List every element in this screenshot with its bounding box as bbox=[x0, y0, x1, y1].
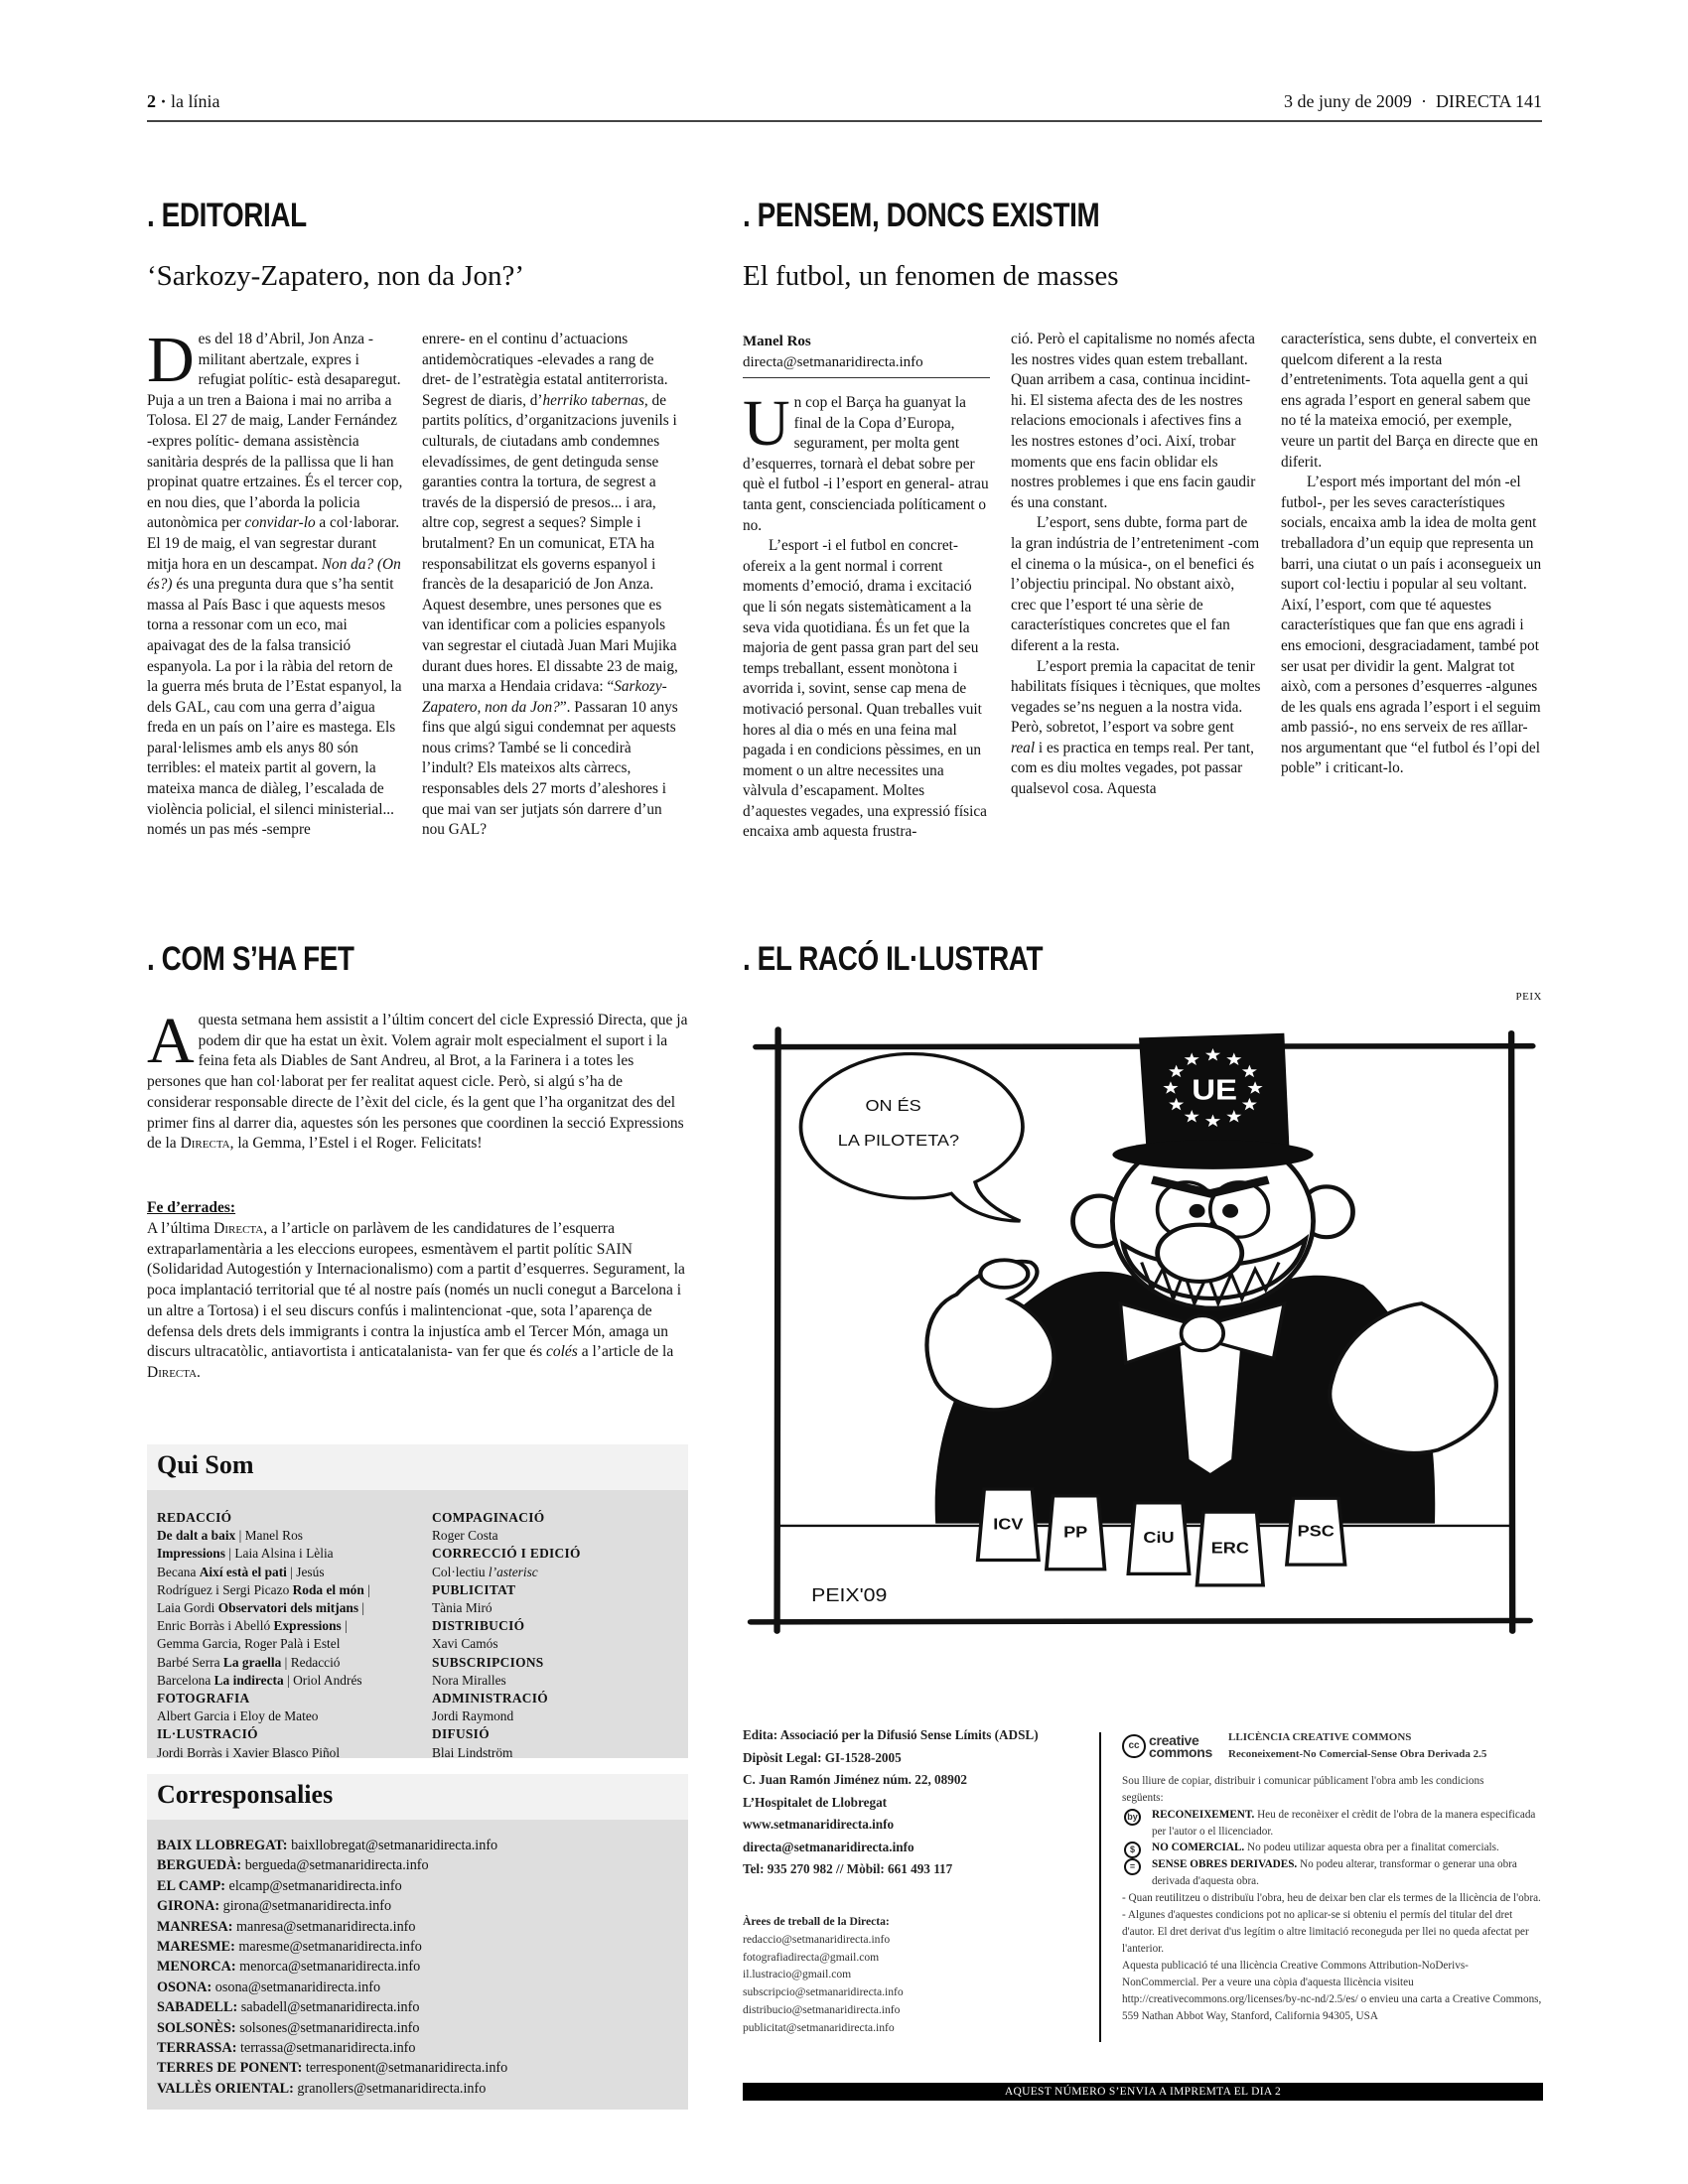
nose bbox=[1158, 1225, 1242, 1282]
staff-line bbox=[432, 1564, 680, 1581]
drop-cap: A bbox=[147, 1005, 195, 1077]
region-name: BERGUEDÀ: bbox=[157, 1857, 242, 1874]
text-run: és una pregunta dura que s’ha sentit massa al País Basc i que aquests mesos torna a ressonar com un eco, mai apaivagat des de la falsa transició espanyola. La por i la ràbia del retorn de la guerra més bruta de l’Estat espanyol, la dels GAL, cau com una gerra d’aigua freda en un país on l’aire es mastega. Els paral·lelismes amb els anys 80 són terribles: el mateix partit al govern, la mateixa manca de diàleg, l’escalada de violència policial, el silenci ministerial... només un pas més -sempre bbox=[147, 576, 402, 839]
region-email[interactable]: menorca@setmanaridirecta.info bbox=[239, 1959, 421, 1976]
bubble-text-line2: LA PILOTETA? bbox=[837, 1131, 960, 1150]
text-run: a col·laborar. El 19 de maig, el van segrestar durant mitja hora en un descampat. bbox=[147, 514, 400, 573]
qui-som-box bbox=[147, 1444, 688, 1758]
correspondent-item bbox=[157, 1896, 678, 1916]
region-email[interactable]: terrassa@setmanaridirecta.info bbox=[239, 2040, 416, 2057]
bold-run: Observatori dels mitjans bbox=[217, 1600, 359, 1616]
paragraph bbox=[147, 324, 403, 841]
region-email[interactable]: terresponent@setmanaridirecta.info bbox=[305, 2060, 508, 2077]
text-run: Roger Costa bbox=[432, 1528, 498, 1544]
staff-line bbox=[432, 1707, 680, 1725]
condition-title: RECONEIXEMENT. bbox=[1152, 1808, 1255, 1821]
bold-run: De dalt a baix bbox=[157, 1528, 236, 1544]
folio-left bbox=[147, 91, 220, 112]
staff-line bbox=[432, 1527, 680, 1545]
cup bbox=[978, 1489, 1039, 1561]
role-heading: REDACCIÓ bbox=[157, 1510, 232, 1525]
small-caps-run: Directa bbox=[180, 1135, 230, 1153]
article-column-2 bbox=[1011, 330, 1261, 800]
region-name: VALLÈS ORIENTAL: bbox=[157, 2080, 294, 2097]
region-name: EL CAMP: bbox=[157, 1877, 225, 1894]
corresponsalies-title: Corresponsalies bbox=[147, 1774, 688, 1820]
cup bbox=[1047, 1496, 1105, 1570]
publisher-line[interactable]: www.setmanaridirecta.info bbox=[743, 1817, 895, 1832]
corresponsalies-box bbox=[147, 1774, 688, 2110]
staff-line bbox=[432, 1725, 680, 1743]
paragraph bbox=[147, 1005, 688, 1155]
region-email[interactable]: elcamp@setmanaridirecta.info bbox=[228, 1877, 402, 1894]
region-email[interactable]: solsones@setmanaridirecta.info bbox=[239, 2019, 420, 2036]
print-notice-bar: AQUEST NÚMERO S’ENVIA A IMPREMTA EL DIA 2 bbox=[743, 2083, 1543, 2101]
article-title: El futbol, un fenomen de masses bbox=[743, 260, 1119, 292]
license-condition-icon: = bbox=[1124, 1858, 1141, 1875]
text-run: característica, sens dubte, el converteix en quelcom diferent a la resta d’entreteniments. Tota aquella gent a qui ens agrada l’esport en general sabem que no té la mateixa emoció, per exemple, veure un partit del Barça en directe que en diferit. bbox=[1281, 331, 1539, 471]
cup-label: PSC bbox=[1297, 1522, 1335, 1541]
staff-line bbox=[432, 1545, 680, 1563]
staff-line bbox=[432, 1635, 680, 1653]
region-email[interactable]: manresa@setmanaridirecta.info bbox=[236, 1918, 416, 1935]
condition-text: No podeu alterar, transformar o generar una obra derivada d'aquesta obra. bbox=[1152, 1858, 1517, 1888]
cup-label: ERC bbox=[1210, 1539, 1249, 1558]
region-name: TERRES DE PONENT: bbox=[157, 2060, 303, 2077]
correspondent-item bbox=[157, 1917, 678, 1937]
condition-title: NO COMERCIAL. bbox=[1152, 1842, 1245, 1854]
text-run: Gemma Garcia, Roger Palà i Estel bbox=[157, 1636, 341, 1652]
text-run: Xavi Camós bbox=[432, 1636, 498, 1652]
article-section-title: . PENSEM, DONCS EXISTIM bbox=[743, 197, 1100, 234]
text-run: Jordi Raymond bbox=[432, 1708, 514, 1724]
bold-run: Expressions bbox=[273, 1618, 342, 1634]
italic-run: real bbox=[1011, 739, 1036, 756]
correspondent-item bbox=[157, 1957, 678, 1977]
role-heading: IL·LUSTRACIÓ bbox=[157, 1726, 258, 1742]
staff-line bbox=[157, 1599, 425, 1617]
errata-title: Fe d’errades: bbox=[147, 1199, 236, 1216]
text-run: | Redacció bbox=[281, 1654, 341, 1670]
license-note: - Algunes d'aquestes condicions pot no aplicar-se si obteniu el permís del titular del dret d'autor. El dret derivat d'us legítim o altre limitació reconeguda per llei no queda afectat per l'anterior. bbox=[1122, 1909, 1529, 1955]
cc-logo-word1: creative bbox=[1149, 1731, 1199, 1748]
region-email[interactable]: girona@setmanaridirecta.info bbox=[222, 1898, 392, 1915]
correspondent-item bbox=[157, 2058, 678, 2078]
text-run: | bbox=[363, 1581, 370, 1597]
work-area-email[interactable]: distribucio@setmanaridirecta.info bbox=[743, 2002, 901, 2016]
bold-run: Impressions bbox=[157, 1546, 225, 1562]
correspondent-item bbox=[157, 2018, 678, 2038]
region-email[interactable]: sabadell@setmanaridirecta.info bbox=[240, 1999, 420, 2016]
text-run: | Oriol Andrés bbox=[283, 1672, 362, 1688]
condition-text: Heu de reconèixer el crèdit de l'obra de la manera especificada per l'autor o el llicenciador. bbox=[1152, 1808, 1536, 1838]
text-run: | Manel Ros bbox=[235, 1528, 304, 1544]
issue-date: 3 de juny de 2009 bbox=[1283, 91, 1412, 111]
region-name: GIRONA: bbox=[157, 1898, 220, 1915]
text-run: es del 18 d’Abril, Jon Anza -militant abertzale, expres i refugiat polític- està desaparegut. Puja a un tren a Baiona i mai no arriba a Tolosa. El 27 de maig, Lander Fernández -expres polític- demana assistència sanitària després de la pallissa que li han propinat quatre ertzaines. És el tercer cop, en nou dies, que l’aborda la policia autonòmica per bbox=[147, 331, 403, 532]
role-heading: PUBLICITAT bbox=[432, 1581, 516, 1597]
paragraph bbox=[1281, 330, 1543, 473]
paragraph bbox=[1281, 473, 1543, 779]
role-heading: CORRECCIÓ I EDICIÓ bbox=[432, 1546, 581, 1562]
bold-run: Així està el pati bbox=[199, 1564, 287, 1579]
editorial-column-1 bbox=[147, 324, 403, 841]
work-area-email[interactable]: il.lustracio@gmail.com bbox=[743, 1968, 852, 1981]
text-run: L’esport -i el futbol en concret- ofereix a la gent normal i corrent moments d’emoció, drama i excitació que li són negats sistemàticament a la seva vida quotidiana. És un fet que la majoria de gent passa gran part del seu temps treballant, essent monòtona i avorrida i, sovint, sense cap mena de motivació personal. Quan treballes vuit hores al dia o més en una feina mal pagada i en condicions pèssimes, en un moment o un altre necessites una vàlvula d’escapament. Moltes d’aquestes vegades, una expressió física encaixa amb aquesta frustra- bbox=[743, 537, 987, 841]
text-run: A l’última bbox=[147, 1220, 214, 1237]
publisher-line: Tel: 935 270 982 // Mòbil: 661 493 117 bbox=[743, 1861, 953, 1876]
condition-text: No podeu utilizar aquesta obra per a finalitat comercials. bbox=[1244, 1842, 1499, 1854]
paragraph bbox=[743, 536, 991, 843]
publisher-info bbox=[743, 1724, 1090, 1881]
publisher-line: L’Hospitalet de Llobregat bbox=[743, 1794, 888, 1810]
text-run: Barbé Serra bbox=[157, 1654, 223, 1670]
staff-line bbox=[157, 1635, 425, 1653]
text-run: , a l’article on parlàvem de les candidatures de l’esquerra extraparlamentària a les eleccions europees, esmentàvem el partit polític SAIN (Solidaridad Autogestión y Internacionalismo) com a partit d’esquerres. Segurament, la poca implantació territorial que té al nostre país (només un nucli conegut a Barcelona i un altre a Tortosa) i el seu discurs confús i malintencionat -que, sota l’aparença de defensa dels drets dels immigrants i contra la injustíca amb el Tercer Món, amaga un discurs ultracatòlic, antiavortista i anticatalanista- van fer que és bbox=[147, 1220, 685, 1361]
italic-run: colés bbox=[545, 1343, 578, 1361]
cup bbox=[1287, 1498, 1345, 1565]
cup-label: CiU bbox=[1143, 1529, 1175, 1547]
staff-line bbox=[157, 1672, 425, 1690]
work-areas bbox=[743, 1913, 1090, 2037]
text-run: Rodríguez i Sergi Picazo bbox=[157, 1581, 293, 1597]
correspondent-item bbox=[157, 2079, 678, 2099]
raco-section-title: . EL RACÓ IL·LUSTRAT bbox=[743, 940, 1044, 978]
column-divider bbox=[1099, 1732, 1101, 2042]
com-sha-fet-section-title: . COM S’HA FET bbox=[147, 940, 354, 978]
correspondent-item bbox=[157, 1978, 678, 1997]
correspondent-item bbox=[157, 1937, 678, 1957]
text-run: , de partits polítics, d’organitzacions juvenils i culturals, de ciutadans amb condemnes elevadíssimes, de gent detinguda sense garanties contra la tortura, de segrest a través de la dispersió de presos... i ara, altre cop, segrest a seques? Simple i brutalment? En un comunicat, ETA ha responsabilitzat els governs espanyol i francès de la desaparició de Jon Anza. Aquest desembre, unes persones que es van identificar com a policies espanyols van segrestar el ciutadà Juan Mari Mujika durant dues hores. El dissabte 23 de maig, una marxa a Hendaia cridava: “ bbox=[422, 391, 678, 696]
text-run: L’esport, sens dubte, forma part de la gran indústria de l’entreteniment -com el cinema o la música-, on el benefici és l’objectiu principal. No obstant això, crec que l’esport té una sèrie de característiques concretes que el fan diferent a la resta. bbox=[1011, 514, 1260, 654]
drop-cap: U bbox=[743, 387, 790, 460]
italic-run: Non da? (On és?) bbox=[147, 555, 401, 594]
license-condition bbox=[1122, 1807, 1544, 1841]
text-run: | bbox=[341, 1618, 348, 1634]
italic-run: herriko tabernas bbox=[542, 391, 644, 409]
correspondent-item bbox=[157, 1876, 678, 1896]
work-area-email[interactable]: fotografiadirecta@gmail.com bbox=[743, 1950, 880, 1964]
bold-run: Roda el món bbox=[292, 1581, 364, 1597]
header-rule bbox=[147, 120, 1542, 122]
folio-dot: · bbox=[1420, 91, 1427, 111]
region-name: MARESME: bbox=[157, 1939, 235, 1956]
text-run: , la Gemma, l’Estel i el Roger. Felicitats! bbox=[229, 1135, 483, 1153]
staff-line bbox=[432, 1599, 680, 1617]
region-name: TERRASSA: bbox=[157, 2040, 237, 2057]
paragraph bbox=[743, 387, 991, 536]
staff-line bbox=[157, 1725, 425, 1743]
region-name: BAIX LLOBREGAT: bbox=[157, 1838, 288, 1853]
work-area-email[interactable]: subscripcio@setmanaridirecta.info bbox=[743, 1985, 904, 1999]
work-areas-title: Àrees de treball de la Directa: bbox=[743, 1915, 890, 1928]
paragraph bbox=[147, 1219, 688, 1384]
role-heading: DIFUSIÓ bbox=[432, 1726, 490, 1742]
condition-title: SENSE OBRES DERIVADES. bbox=[1152, 1858, 1298, 1871]
drop-cap: D bbox=[147, 324, 195, 396]
region-name: OSONA: bbox=[157, 1979, 212, 1995]
paragraph bbox=[1011, 513, 1261, 656]
role-heading: FOTOGRAFIA bbox=[157, 1691, 250, 1706]
work-area-email[interactable]: redaccio@setmanaridirecta.info bbox=[743, 1932, 891, 1946]
text-run: Jordi Borràs i Xavier Blasco Piñol bbox=[157, 1744, 341, 1760]
errata-body bbox=[147, 1219, 688, 1384]
role-heading: ADMINISTRACIÓ bbox=[432, 1691, 548, 1706]
staff-line bbox=[157, 1744, 425, 1762]
staff-line bbox=[432, 1581, 680, 1599]
bowtie-knot bbox=[1182, 1316, 1224, 1351]
cup bbox=[1128, 1503, 1189, 1574]
com-sha-fet-body bbox=[147, 1005, 688, 1155]
bold-run: La indirecta bbox=[213, 1672, 284, 1688]
italic-run: Sarkozy-Zapatero, non da Jon? bbox=[422, 678, 667, 716]
text-run: questa setmana hem assistit a l’últim concert del cicle Expressió Directa, que ja podem dir que ha estat un èxit. Volem agrair molt especialment el suport i la feina feta als Diables de Sant Andreu, al Brot, a la Farinera i a totes les persones que han col·laborat per fer realitat aquest cicle. Però, si algú s’ha de considerar responsable directe de l’èxit del cicle, és la gent que l’ha organitzat des del primer fins al darrer dia, aquestes són les persones que coordinen la secció Expressions de la bbox=[147, 1012, 688, 1153]
staff-line bbox=[432, 1744, 680, 1762]
author-name: Manel Ros bbox=[743, 334, 811, 349]
work-area-email[interactable]: publicitat@setmanaridirecta.info bbox=[743, 2020, 895, 2034]
text-run: i es practica en temps real. Per tant, com es diu moltes vegades, pot passar qualsevol cosa. Aquesta bbox=[1011, 739, 1254, 798]
issue-number: DIRECTA 141 bbox=[1435, 91, 1542, 111]
cup-label: PP bbox=[1063, 1523, 1088, 1542]
staff-line bbox=[432, 1672, 680, 1690]
article-column-1 bbox=[743, 387, 991, 843]
left-hand-icon bbox=[926, 1260, 1054, 1410]
staff-line bbox=[432, 1509, 680, 1527]
text-run: | Jesús bbox=[286, 1564, 325, 1579]
region-name: SOLSONÈS: bbox=[157, 2019, 236, 2036]
text-run: L’esport premia la capacitat de tenir habilitats físiques i tècniques, que moltes vegades se’ns neguen a la nostra vida. Però, sobretot, l’esport va sobre gent bbox=[1011, 657, 1261, 737]
text-run: | bbox=[358, 1600, 365, 1616]
text-run: Enric Borràs i Abelló bbox=[157, 1618, 274, 1634]
qui-som-left bbox=[157, 1509, 425, 1762]
region-email[interactable]: granollers@setmanaridirecta.info bbox=[297, 2080, 487, 2097]
region-email[interactable]: osona@setmanaridirecta.info bbox=[214, 1979, 381, 1995]
correspondent-item bbox=[157, 2038, 678, 2058]
bubble-text-line1: ON ÉS bbox=[865, 1097, 921, 1115]
cc-logo-word2: commons bbox=[1149, 1743, 1213, 1760]
section-name: la línia bbox=[171, 91, 220, 111]
creative-commons-logo bbox=[1122, 1731, 1213, 1760]
qui-som-title: Qui Som bbox=[147, 1444, 688, 1490]
license-note: Aquesta publicació té una llicència Creative Commons Attribution-NoDerivs- NonCommercial. Per a veure una còpia d'aquesta llicència visiteu http://creativecommons.org/licenses/by-nc-nd/2.5/es/ o envieu una carta a Creative Commons, 559 Nathan Abbot Way, Stanford, California 94305, USA bbox=[1122, 1959, 1542, 2022]
text-run: L’esport més important del món -el futbol-, per les seves característiques socials, encaixa amb la idea de molta gent treballadora d’un equip que representa un barri, una ciutat o un país i aconsegueix un suport col·lectiu i popular al seu voltant. Així, l’esport, com que té aquestes característiques que fan que ens agradi i ens emocioni, desgraciadament, també pot ser usat per dividir la gent. Malgrat tot això, com a persones d’esquerres -algunes de les quals ens agrada l’esport i el seguim amb passió-, no ens serveix de res aïllar-nos argumentant que “el futbol és l’opi del poble” i criticant-lo. bbox=[1281, 474, 1542, 777]
cartoon-illustration bbox=[735, 923, 1559, 1638]
role-heading: DISTRIBUCIÓ bbox=[432, 1618, 525, 1634]
text-run: ”. Passaran 10 anys fins que algú sigui condemnat per aquests nous crims? També se li concedirà l’indult? Els mateixos alts càrrecs, responsables dels 27 morts d’aleshores i que mai van ser jutjats són darrere d’un nou GAL? bbox=[422, 698, 678, 839]
staff-line bbox=[157, 1581, 425, 1599]
text-run: Blai Lindström bbox=[432, 1744, 513, 1760]
article-byline bbox=[743, 332, 990, 378]
paragraph bbox=[1011, 657, 1261, 800]
bold-run: La graella bbox=[222, 1654, 282, 1670]
license-note: - Quan reutilitzeu o distribuïu l'obra, heu de deixar ben clar els termes de la llicència de l'obra. bbox=[1122, 1892, 1541, 1905]
text-run: Nora Miralles bbox=[432, 1672, 506, 1688]
publisher-line: C. Juan Ramón Jiménez núm. 22, 08902 bbox=[743, 1772, 968, 1787]
staff-line bbox=[157, 1545, 425, 1563]
text-run: Laia Gordi bbox=[157, 1600, 218, 1616]
italic-run: convidar-lo bbox=[244, 514, 316, 532]
qui-som-right bbox=[432, 1509, 680, 1762]
text-run: enrere- en el continu d’actuacions antidemòcratiques -elevades a rang de dret- de l’estratègia estatal antiterrorista. Segrest de diaris, d’ bbox=[422, 331, 668, 409]
staff-line bbox=[432, 1654, 680, 1672]
license-subtitle: Reconeixement-No Comercial-Sense Obra Derivada 2.5 bbox=[1228, 1747, 1487, 1760]
folio-right bbox=[1284, 91, 1542, 112]
staff-line bbox=[157, 1527, 425, 1545]
text-run: | Laia Alsina i Lèlia bbox=[224, 1546, 334, 1562]
cc-icon: cc bbox=[1122, 1734, 1146, 1758]
staff-line bbox=[157, 1690, 425, 1707]
license-condition-icon: $ bbox=[1124, 1842, 1141, 1858]
italic-run: l’asterisc bbox=[488, 1564, 538, 1579]
license-condition-icon: by bbox=[1124, 1809, 1141, 1826]
cartoon-signature: PEIX'09 bbox=[811, 1585, 888, 1606]
role-heading: COMPAGINACIÓ bbox=[432, 1510, 545, 1525]
region-name: MENORCA: bbox=[157, 1959, 236, 1976]
publisher-line[interactable]: directa@setmanaridirecta.info bbox=[743, 1839, 914, 1854]
license-condition bbox=[1122, 1856, 1544, 1890]
editorial-section-title: . EDITORIAL bbox=[147, 197, 307, 234]
cartoon-credit: PEIX bbox=[1515, 991, 1542, 1003]
staff-line bbox=[432, 1690, 680, 1707]
region-name: MANRESA: bbox=[157, 1918, 233, 1935]
staff-line bbox=[157, 1617, 425, 1635]
region-name: SABADELL: bbox=[157, 1999, 238, 2016]
text-run: Barcelona bbox=[157, 1672, 214, 1688]
editorial-column-2 bbox=[422, 330, 682, 841]
staff-line bbox=[157, 1707, 425, 1725]
small-caps-run: Directa bbox=[147, 1363, 198, 1381]
paragraph bbox=[1011, 330, 1261, 513]
page-number: 2 bbox=[147, 91, 156, 111]
text-run: ció. Però el capitalisme no només afecta les nostres vides quan estem treballant. Quan arribem a casa, continua incidint-hi. El sistema afecta des de les nostres relacions emocionals i afectives fins a les nostres estones d’oci. Així, trobar moments que ens facin oblidar els nostres problemes i que ens facin gaudir és una constant. bbox=[1011, 331, 1256, 511]
license-condition bbox=[1122, 1840, 1544, 1856]
text-run: n cop el Barça ha guanyat la final de la Copa d’Europa, segurament, per molta gent d’esquerres, tornarà el debat sobre per què el futbol -i l’esport en general- atrau tanta gent, conscienciada políticament o no. bbox=[743, 394, 989, 534]
staff-line bbox=[157, 1654, 425, 1672]
small-caps-run: Directa bbox=[213, 1220, 264, 1237]
region-email[interactable]: baixllobregat@setmanaridirecta.info bbox=[291, 1838, 498, 1853]
region-email[interactable]: maresme@setmanaridirecta.info bbox=[238, 1939, 422, 1956]
text-run: Tània Miró bbox=[432, 1600, 492, 1616]
correspondent-item bbox=[157, 1855, 678, 1875]
license-block bbox=[1122, 1729, 1544, 2024]
editorial-title: ‘Sarkozy-Zapatero, non da Jon?’ bbox=[147, 260, 525, 292]
text-run: . bbox=[197, 1363, 201, 1381]
paragraph bbox=[422, 330, 682, 841]
cup-label: ICV bbox=[993, 1515, 1024, 1534]
license-intro: Sou lliure de copiar, distribuir i comunicar públicament l'obra amb les condicions següents: bbox=[1122, 1774, 1484, 1804]
speech-bubble bbox=[801, 1054, 1023, 1221]
publisher-line: Edita: Associació per la Difusió Sense Límits (ADSL) bbox=[743, 1727, 1039, 1742]
folio-separator: · bbox=[160, 91, 167, 111]
text-run: a l’article de la bbox=[577, 1343, 674, 1361]
role-heading: SUBSCRIPCIONS bbox=[432, 1654, 544, 1670]
correspondent-item bbox=[157, 1836, 678, 1855]
article-column-3 bbox=[1281, 330, 1543, 779]
text-run: Becana bbox=[157, 1564, 200, 1579]
staff-line bbox=[157, 1564, 425, 1581]
license-title: LLICÈNCIA CREATIVE COMMONS bbox=[1228, 1731, 1412, 1743]
region-email[interactable]: bergueda@setmanaridirecta.info bbox=[244, 1857, 429, 1874]
text-run: Albert Garcia i Eloy de Mateo bbox=[157, 1708, 319, 1724]
staff-line bbox=[432, 1617, 680, 1635]
text-run: Col·lectiu bbox=[432, 1564, 489, 1579]
correspondent-item bbox=[157, 1997, 678, 2017]
corresponsalies-list bbox=[157, 1836, 678, 2099]
staff-line bbox=[157, 1509, 425, 1527]
publisher-line: Dipòsit Legal: GI-1528-2005 bbox=[743, 1749, 902, 1765]
hat-label: UE bbox=[1192, 1073, 1238, 1107]
author-email[interactable]: directa@setmanaridirecta.info bbox=[743, 354, 923, 370]
cup bbox=[1197, 1512, 1264, 1585]
